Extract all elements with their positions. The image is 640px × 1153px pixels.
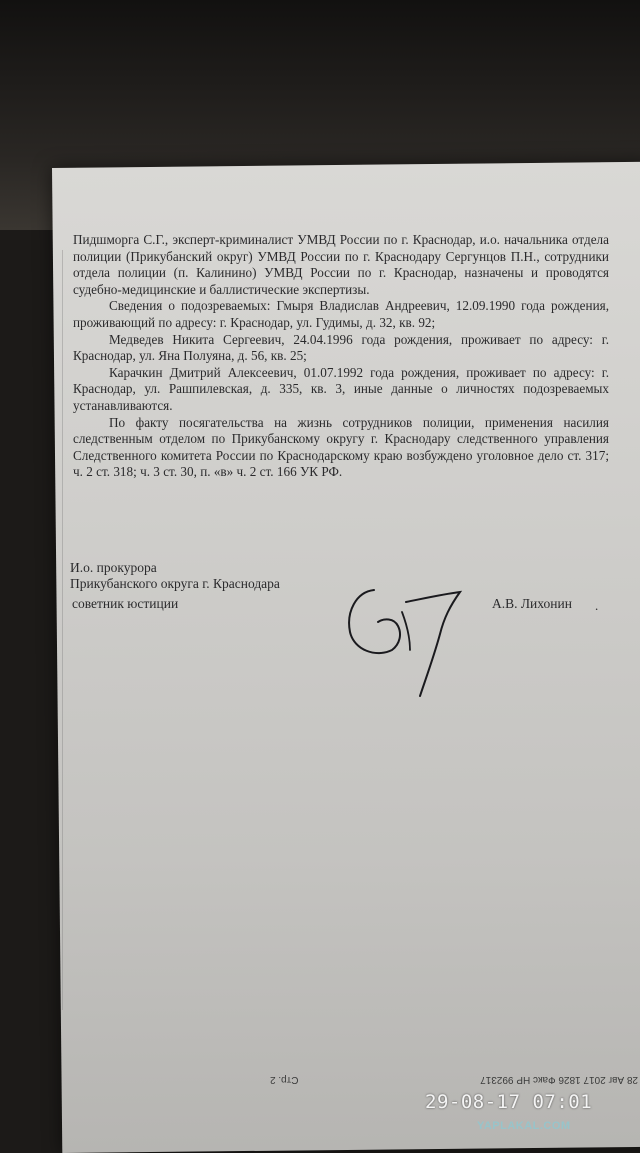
document-body xyxy=(73,232,609,481)
signature-rank: советник юстиции xyxy=(72,596,179,611)
paragraph-experts: Пидшморга С.Г., эксперт-криминалист УМВД России по г. Краснодар, и.о. начальника отдела полиции (Прикубанский округ) УМВД России по г. Краснодару Сергунцов П.Н., сотрудники отдела полиции (п. Калинино) УМВД России по г. Краснодар, назначены и проводятся судебно-медицинские и баллистические экспертизы. xyxy=(73,232,609,297)
page-fold-line xyxy=(62,250,63,1010)
signature-title xyxy=(70,560,280,592)
paragraph-suspect-2: Медведев Никита Сергеевич, 24.04.1996 года рождения, проживает по адресу: г. Краснодар, ул. Яна Полуяна, д. 56, кв. 25; xyxy=(73,331,609,364)
site-watermark: YAPLAKAL.COM xyxy=(477,1120,571,1132)
signature-mark: . xyxy=(595,598,599,613)
signature-title-line2: Прикубанского округа г. Краснодара xyxy=(70,576,280,591)
page-number: Стр. 2 xyxy=(270,1074,299,1085)
handwritten-signature xyxy=(336,578,476,703)
fax-header: 28 Авг 2017 1826 Факс НР 992317 xyxy=(480,1074,638,1085)
photo-timestamp: 29-08-17 07:01 xyxy=(425,1091,593,1113)
signature-title-line1: И.о. прокурора xyxy=(70,560,157,575)
paragraph-suspect-1: Сведения о подозреваемых: Гмыря Владислав Андреевич, 12.09.1990 года рождения, проживающий по адресу: г. Краснодар, ул. Гудимы, д. 32, кв. 92; xyxy=(73,298,609,330)
signatory-name: А.В. Лихонин xyxy=(492,596,572,611)
paragraph-suspect-3: Карачкин Дмитрий Алексеевич, 01.07.1992 года рождения, проживает по адресу: г. Краснодар, ул. Рашпилевская, д. 335, кв. 3, иные данные о личностях подозреваемых устанавливаются. xyxy=(73,364,609,413)
paragraph-criminal-case: По факту посягательства на жизнь сотрудников полиции, применения насилия следственным отделом по Прикубанскому округу г. Краснодару следственного управления Следственного комитета России по Краснодарскому краю возбуждено уголовное дело ст. 317; ч. 2 ст. 318; ч. 3 ст. 30, п. «в» ч. 2 ст. 166 УК РФ. xyxy=(73,414,609,480)
